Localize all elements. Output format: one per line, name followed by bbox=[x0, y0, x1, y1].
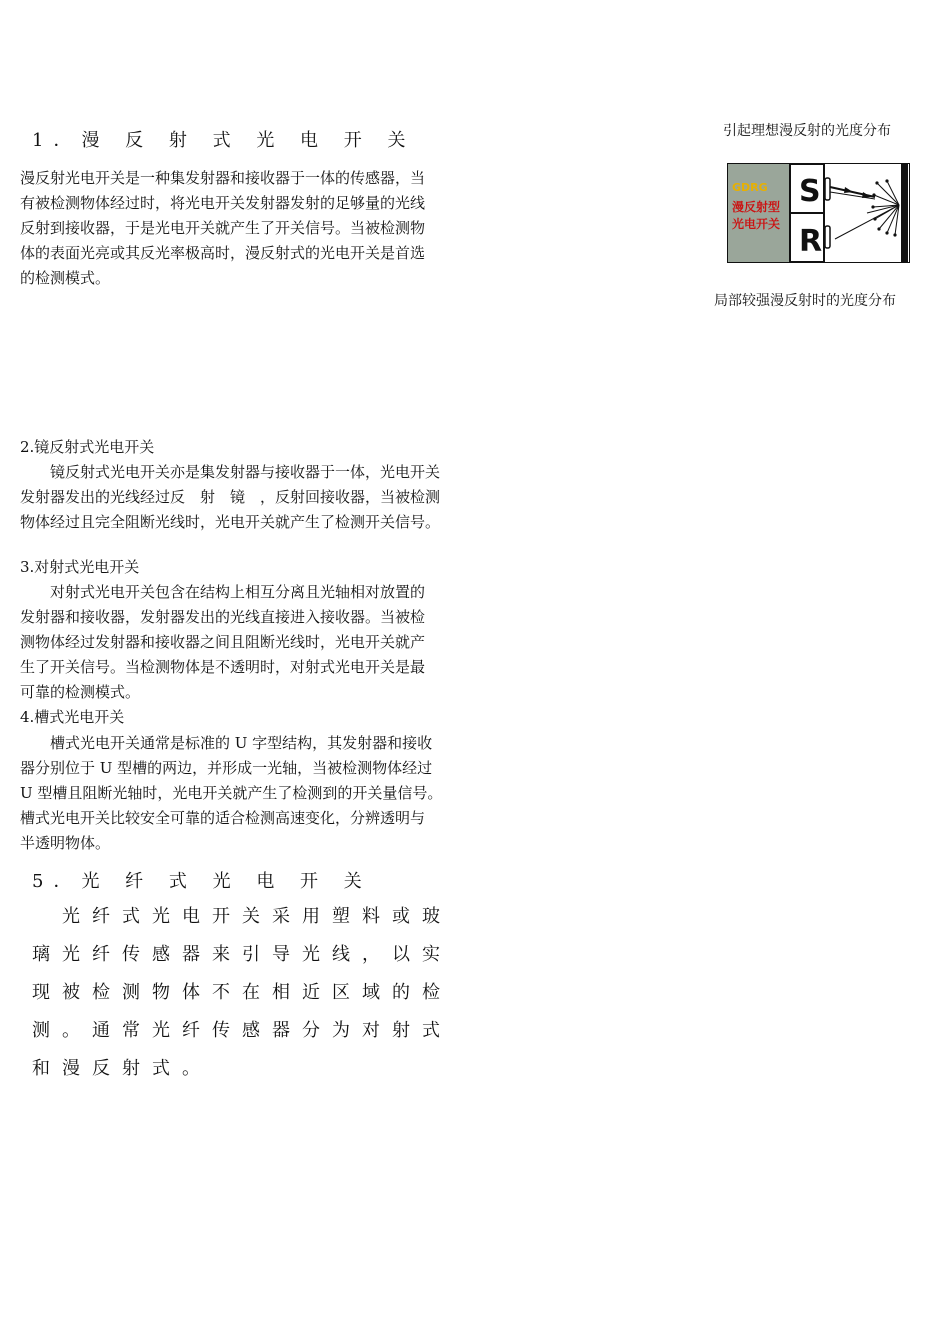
logo-brand: GDRG bbox=[732, 181, 768, 194]
section-3-heading: 3.对射式光电开关 bbox=[20, 558, 140, 576]
section-3-body: 对射式光电开关包含在结构上相互分离且光轴相对放置的 发射器和接收器，发射器发出的光线直接进入接收器。当被检 测物体经过发射器和接收器之间且阻断光线时，光电开关就产 生了开关信号。当检测物体是不透明时，对射式光电开关是最 可靠的检测模式。 bbox=[20, 583, 426, 701]
diffuse-reflection-diagram bbox=[727, 163, 910, 263]
section-4-body: 槽式光电开关通常是标准的 U 字型结构，其发射器和接收 器分别位于 U 型槽的两边，并形成一光轴，当被检测物体经过 U 型槽且阻断光轴时，光电开关就产生了检测到的开关量信号。 槽式光电开关比较安全可靠的适合检测高速变化，分辨透明与 半透明物体。 bbox=[20, 734, 443, 852]
target-surface bbox=[901, 164, 908, 262]
logo-line-1: 漫反射型 bbox=[732, 200, 781, 214]
figure-caption-top: 引起理想漫反射的光度分布 bbox=[723, 123, 891, 139]
section-5-body: 光纤式光电开关采用塑料或玻 璃光纤传感器来引导光线，以实 现被检测物体不在相近区域的检 测。通常光纤传感器分为对射式 和漫反射式。 bbox=[32, 906, 452, 1079]
section-1-body: 漫反射光电开关是一种集发射器和接收器于一体的传感器，当 有被检测物体经过时，将光电开关发射器发射的足够量的光线 反射到接收器，于是光电开关就产生了开关信号。当被检测物 体的表面光亮或其反光率极高时，漫反射式的光电开关是首选 的检测模式。 bbox=[20, 169, 426, 287]
logo-line-2: 光电开关 bbox=[732, 217, 781, 231]
figure-caption-bottom: 局部较强漫反射时的光度分布 bbox=[714, 293, 896, 309]
section-1-heading: 1．漫 反 射 式 光 电 开 关 bbox=[32, 130, 416, 151]
sender-letter: S bbox=[799, 174, 821, 209]
section-2-body: 镜反射式光电开关亦是集发射器与接收器于一体，光电开关 发射器发出的光线经过反 射 镜 ，反射回接收器，当被检测 物体经过且完全阻断光线时，光电开关就产生了检测开关信号。 bbox=[20, 463, 441, 531]
section-5-heading: 5．光 纤 式 光 电 开 关 bbox=[32, 871, 372, 892]
section-4-heading: 4.槽式光电开关 bbox=[20, 708, 125, 726]
receiver-letter: R bbox=[799, 224, 823, 259]
section-2-heading: 2.镜反射式光电开关 bbox=[20, 438, 155, 456]
